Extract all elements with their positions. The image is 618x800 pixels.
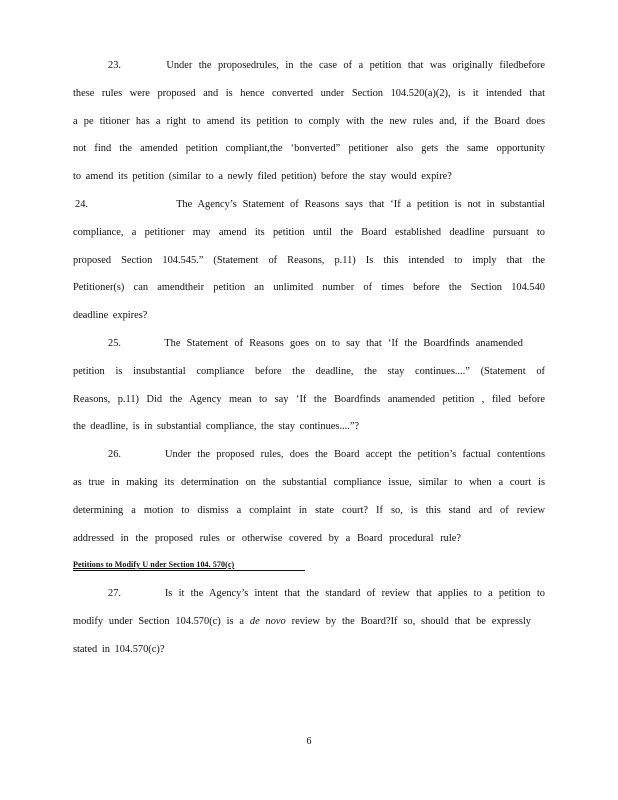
paragraph-number: 24.	[75, 199, 88, 210]
paragraph-27-line-2: modify under Section 104.570(c) is a de novo review by the Board?If so, should that be expressly	[73, 616, 531, 627]
paragraph-number: 26.	[108, 449, 121, 460]
paragraph-27-line-3: stated in 104.570(c)?	[73, 644, 165, 655]
paragraph-27-line-1: 27. Is it the Agency’s intent that the standard of review that applies to a petition to	[108, 588, 545, 599]
paragraph-23-line-5: to amend its petition (similar to a newly filed petition) before the stay would expire?	[73, 171, 452, 182]
paragraph-23-line-3: a pe titioner has a right to amend its petition to comply with the new rules and, if the Board does	[73, 116, 545, 127]
paragraph-25-line-1: 25. The Statement of Reasons goes on to say that ‘If the Boardfinds anamended	[108, 338, 523, 349]
heading-underline	[73, 570, 305, 571]
paragraph-23-line-2: these rules were proposed and is hence converted under Section 104.520(a)(2), is it intended that	[73, 88, 545, 99]
paragraph-24-line-5: deadline expires?	[73, 310, 148, 321]
paragraph-26-line-4: addressed in the proposed rules or otherwise covered by a Board procedural rule?	[73, 533, 461, 544]
paragraph-23-line-1: 23. Under the proposedrules, in the case of a petition that was originally filedbefore	[108, 60, 545, 71]
paragraph-25-line-4: the deadline, is in substantial compliance, the stay continues....”?	[73, 421, 360, 432]
italic-term: de novo	[249, 616, 286, 627]
paragraph-25-line-2: petition is insubstantial compliance before the deadline, the stay continues....” (Statement of	[73, 366, 545, 377]
paragraph-24-line-2: compliance, a petitioner may amend its petition until the Board established deadline pursuant to	[73, 227, 545, 238]
paragraph-number: 25.	[108, 338, 121, 349]
paragraph-24-line-3: proposed Section 104.545.” (Statement of Reasons, p.11) Is this intended to imply that the	[73, 255, 545, 266]
paragraph-24-line-1: 24. The Agency’s Statement of Reasons says that ‘If a petition is not in substantial	[75, 199, 545, 210]
paragraph-25-line-3: Reasons, p.11) Did the Agency mean to say ‘If the Boardfinds anamended petition , filed before	[73, 394, 545, 405]
paragraph-number: 27.	[108, 588, 121, 599]
paragraph-23-line-4: not find the amended petition compliant,the ‘bonverted” petitioner also gets the same opportunity	[73, 143, 545, 154]
page-number: 6	[306, 736, 312, 747]
section-heading: Petitions to Modify U nder Section 104. 570(c)	[73, 560, 235, 569]
paragraph-26-line-3: determining a motion to dismiss a complaint in state court? If so, is this stand ard of review	[73, 505, 545, 516]
paragraph-number: 23.	[108, 60, 121, 71]
paragraph-26-line-2: as true in making its determination on the substantial compliance issue, similar to when a court is	[73, 477, 545, 488]
paragraph-26-line-1: 26. Under the proposed rules, does the Board accept the petition’s factual contentions	[108, 449, 545, 460]
paragraph-24-line-4: Petitioner(s) can amendtheir petition an unlimited number of times before the Section 104.540	[73, 282, 545, 293]
